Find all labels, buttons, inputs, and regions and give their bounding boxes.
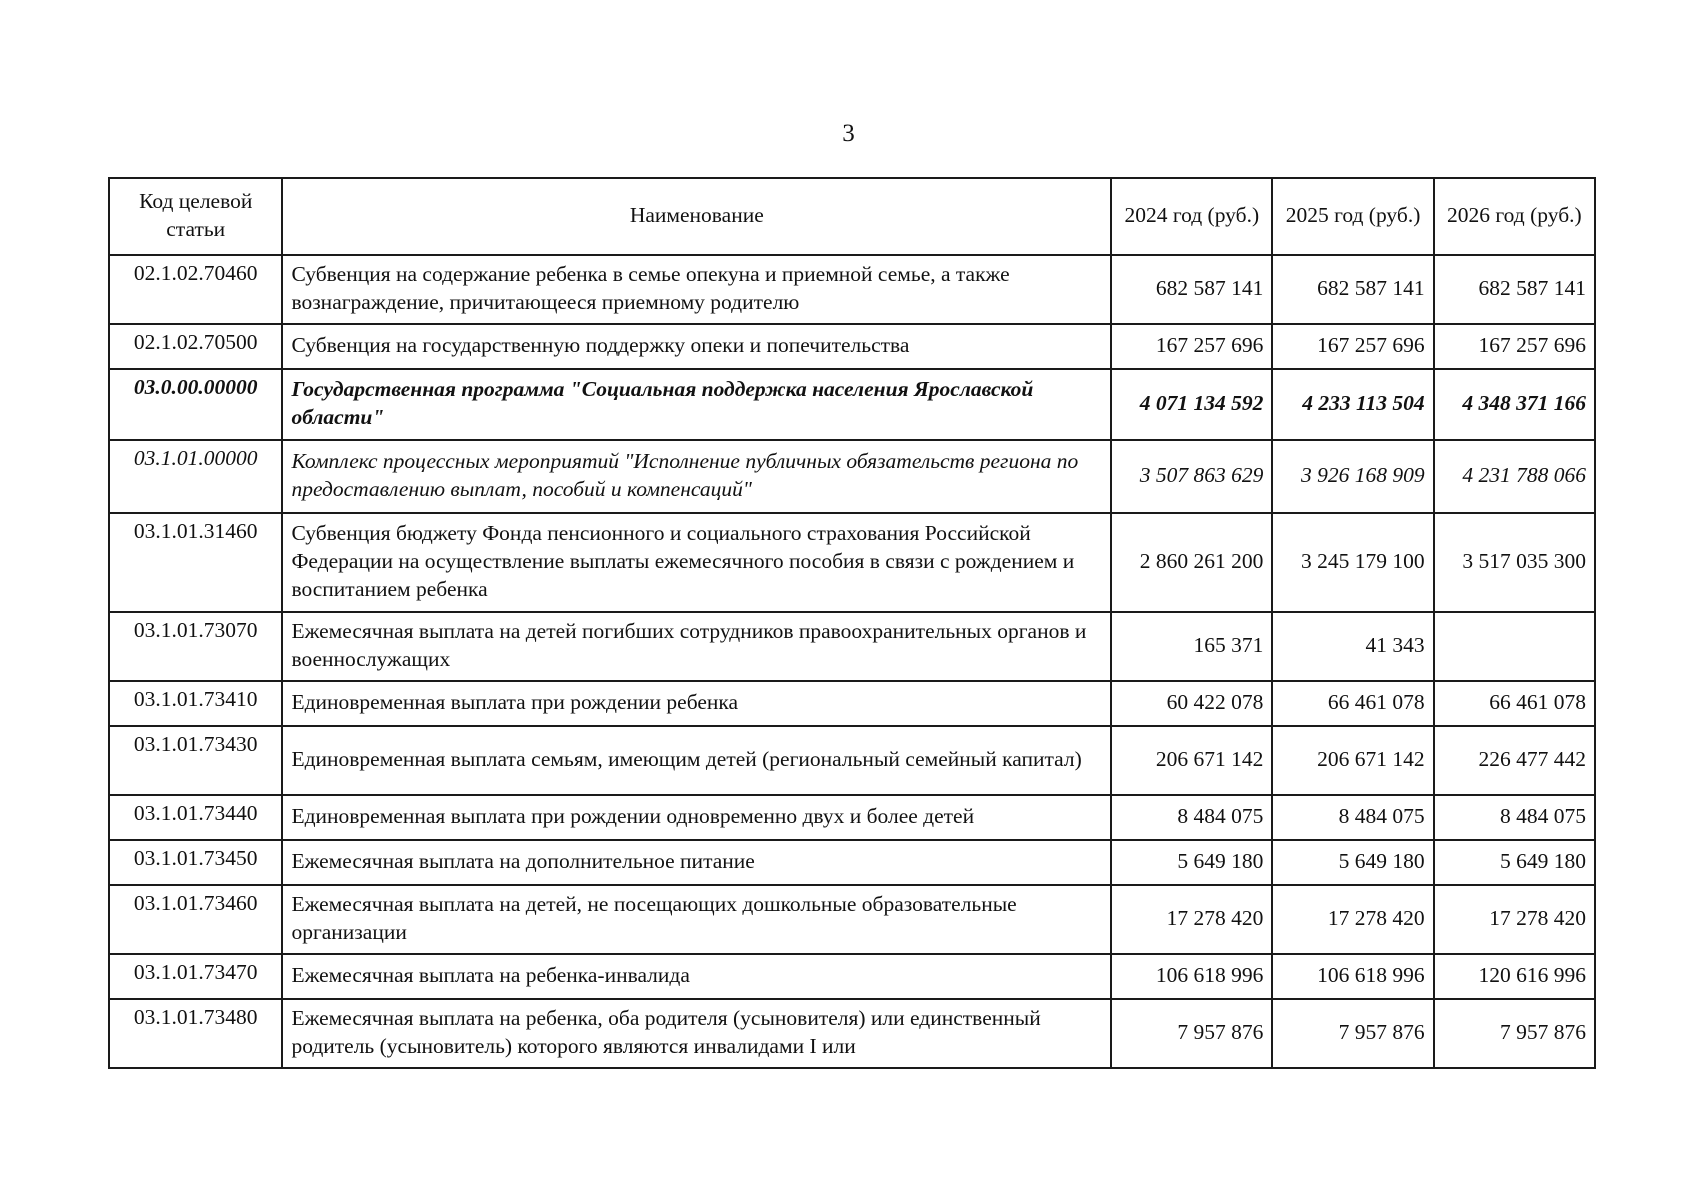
row-value-2025: 17 278 420 bbox=[1272, 885, 1433, 954]
table-row bbox=[109, 885, 1595, 954]
row-code: 02.1.02.70460 bbox=[109, 255, 282, 324]
table-row bbox=[109, 954, 1595, 999]
row-value-2024: 2 860 261 200 bbox=[1111, 513, 1272, 612]
row-value-2025: 106 618 996 bbox=[1272, 954, 1433, 999]
row-value-2024: 106 618 996 bbox=[1111, 954, 1272, 999]
row-value-2026: 4 231 788 066 bbox=[1434, 440, 1595, 513]
row-value-2026: 7 957 876 bbox=[1434, 999, 1595, 1068]
row-code: 03.1.01.73480 bbox=[109, 999, 282, 1068]
table-row bbox=[109, 513, 1595, 612]
row-value-2025: 66 461 078 bbox=[1272, 681, 1433, 726]
row-value-2026: 3 517 035 300 bbox=[1434, 513, 1595, 612]
row-code: 03.1.01.73070 bbox=[109, 612, 282, 681]
table-row-complex bbox=[109, 440, 1595, 513]
row-value-2024: 17 278 420 bbox=[1111, 885, 1272, 954]
row-value-2026: 17 278 420 bbox=[1434, 885, 1595, 954]
row-code: 03.0.00.00000 bbox=[109, 369, 282, 440]
row-value-2025: 4 233 113 504 bbox=[1272, 369, 1433, 440]
page-number: 3 bbox=[842, 120, 855, 147]
row-name: Ежемесячная выплата на детей погибших сотрудников правоохранительных органов и военнослужащих bbox=[282, 612, 1111, 681]
row-name: Ежемесячная выплата на ребенка, оба родителя (усыновителя) или единственный родитель (усыновитель) которого являются инвалидами I или bbox=[282, 999, 1111, 1068]
row-value-2026: 226 477 442 bbox=[1434, 726, 1595, 795]
table-row bbox=[109, 999, 1595, 1068]
row-value-2026: 5 649 180 bbox=[1434, 840, 1595, 885]
row-code: 03.1.01.31460 bbox=[109, 513, 282, 612]
row-value-2025: 682 587 141 bbox=[1272, 255, 1433, 324]
row-value-2024: 7 957 876 bbox=[1111, 999, 1272, 1068]
row-value-2026 bbox=[1434, 612, 1595, 681]
table-row bbox=[109, 681, 1595, 726]
header-2026: 2026 год (руб.) bbox=[1434, 178, 1595, 255]
row-name: Ежемесячная выплата на дополнительное питание bbox=[282, 840, 1111, 885]
row-name: Единовременная выплата при рождении ребенка bbox=[282, 681, 1111, 726]
row-name: Субвенция на государственную поддержку опеки и попечительства bbox=[282, 324, 1111, 369]
row-value-2026: 120 616 996 bbox=[1434, 954, 1595, 999]
row-name: Ежемесячная выплата на ребенка-инвалида bbox=[282, 954, 1111, 999]
row-value-2026: 66 461 078 bbox=[1434, 681, 1595, 726]
table-row bbox=[109, 612, 1595, 681]
row-value-2025: 206 671 142 bbox=[1272, 726, 1433, 795]
row-value-2024: 60 422 078 bbox=[1111, 681, 1272, 726]
row-name: Комплекс процессных мероприятий "Исполнение публичных обязательств региона по предоставлению выплат, пособий и компенсаций" bbox=[282, 440, 1111, 513]
row-value-2026: 682 587 141 bbox=[1434, 255, 1595, 324]
row-value-2025: 3 926 168 909 bbox=[1272, 440, 1433, 513]
header-2024: 2024 год (руб.) bbox=[1111, 178, 1272, 255]
row-value-2026: 8 484 075 bbox=[1434, 795, 1595, 840]
row-value-2026: 167 257 696 bbox=[1434, 324, 1595, 369]
row-name: Субвенция на содержание ребенка в семье опекуна и приемной семье, а также вознаграждение, причитающееся приемному родителю bbox=[282, 255, 1111, 324]
table-row bbox=[109, 324, 1595, 369]
row-value-2024: 4 071 134 592 bbox=[1111, 369, 1272, 440]
row-value-2024: 165 371 bbox=[1111, 612, 1272, 681]
row-name: Субвенция бюджету Фонда пенсионного и социального страхования Российской Федерации на осуществление выплаты ежемесячного пособия в связи с рождением и воспитанием ребенка bbox=[282, 513, 1111, 612]
header-2025: 2025 год (руб.) bbox=[1272, 178, 1433, 255]
row-name: Государственная программа "Социальная поддержка населения Ярославской области" bbox=[282, 369, 1111, 440]
row-code: 03.1.01.73410 bbox=[109, 681, 282, 726]
table-row bbox=[109, 795, 1595, 840]
table-row bbox=[109, 726, 1595, 795]
header-code: Код целевой статьи bbox=[109, 178, 282, 255]
row-code: 03.1.01.73450 bbox=[109, 840, 282, 885]
budget-table bbox=[108, 177, 1596, 1069]
table-header-row bbox=[109, 178, 1595, 255]
row-code: 03.1.01.73460 bbox=[109, 885, 282, 954]
row-value-2025: 5 649 180 bbox=[1272, 840, 1433, 885]
row-name: Единовременная выплата при рождении одновременно двух и более детей bbox=[282, 795, 1111, 840]
row-code: 03.1.01.73440 bbox=[109, 795, 282, 840]
row-code: 03.1.01.73470 bbox=[109, 954, 282, 999]
row-value-2026: 4 348 371 166 bbox=[1434, 369, 1595, 440]
row-value-2024: 682 587 141 bbox=[1111, 255, 1272, 324]
row-value-2025: 3 245 179 100 bbox=[1272, 513, 1433, 612]
row-value-2024: 3 507 863 629 bbox=[1111, 440, 1272, 513]
row-value-2025: 41 343 bbox=[1272, 612, 1433, 681]
table-row bbox=[109, 255, 1595, 324]
row-name: Ежемесячная выплата на детей, не посещающих дошкольные образовательные организации bbox=[282, 885, 1111, 954]
header-name: Наименование bbox=[282, 178, 1111, 255]
row-value-2025: 167 257 696 bbox=[1272, 324, 1433, 369]
row-code: 03.1.01.00000 bbox=[109, 440, 282, 513]
table-row bbox=[109, 840, 1595, 885]
row-code: 02.1.02.70500 bbox=[109, 324, 282, 369]
row-value-2024: 206 671 142 bbox=[1111, 726, 1272, 795]
row-value-2024: 167 257 696 bbox=[1111, 324, 1272, 369]
row-code: 03.1.01.73430 bbox=[109, 726, 282, 795]
row-value-2025: 7 957 876 bbox=[1272, 999, 1433, 1068]
row-value-2024: 5 649 180 bbox=[1111, 840, 1272, 885]
table-row-program bbox=[109, 369, 1595, 440]
row-value-2024: 8 484 075 bbox=[1111, 795, 1272, 840]
row-name: Единовременная выплата семьям, имеющим детей (региональный семейный капитал) bbox=[282, 726, 1111, 795]
row-value-2025: 8 484 075 bbox=[1272, 795, 1433, 840]
